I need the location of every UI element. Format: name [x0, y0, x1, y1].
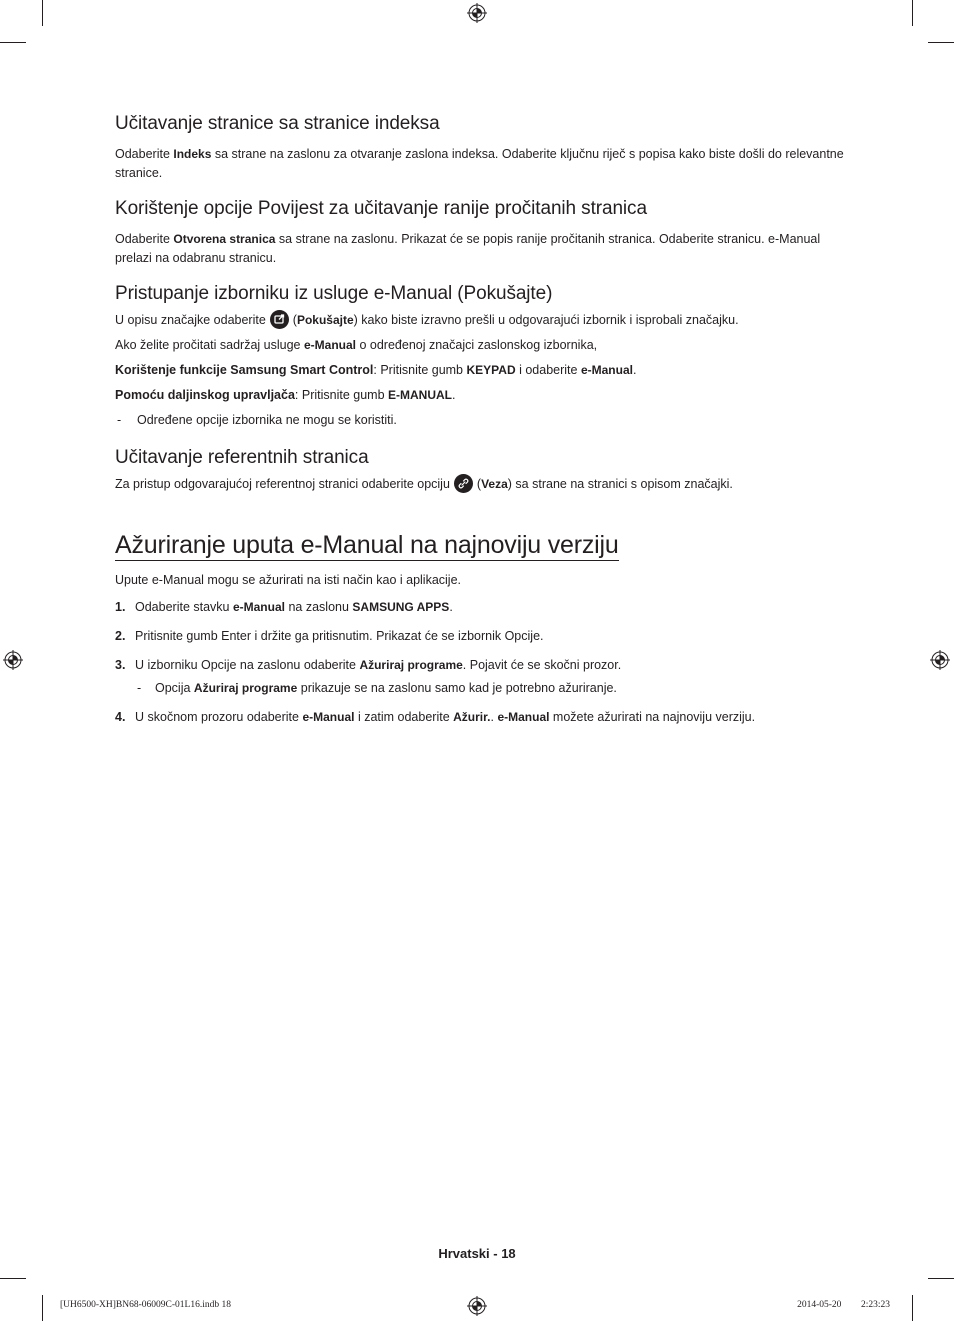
- text-run: sa strane na zaslonu za otvaranje zaslona indeksa. Odaberite ključnu riječ s popisa kako biste došli do relevantne stranice.: [115, 147, 844, 180]
- bold-label: Korištenje funkcije Samsung Smart Control: [115, 363, 374, 377]
- text-run: .: [632, 363, 637, 377]
- keyword: Indeks: [173, 147, 212, 161]
- keyword: Ažuriraj programe: [193, 681, 298, 695]
- text-run: .: [452, 388, 456, 402]
- crop-mark: [912, 1295, 913, 1321]
- crop-mark: [42, 1295, 43, 1321]
- try-line: [115, 311, 845, 330]
- crop-mark: [912, 0, 913, 26]
- text-run: .: [490, 710, 498, 724]
- text-run: prikazuje se na zaslonu samo kad je potrebno ažuriranje.: [297, 681, 617, 695]
- keyword: e-Manual: [497, 710, 550, 724]
- crop-mark: [0, 1278, 26, 1279]
- keyword: e-Manual: [303, 338, 356, 352]
- text-run: U izborniku Opcije na zaslonu odaberite: [135, 658, 360, 672]
- text-run: .: [449, 600, 453, 614]
- section-title: Pristupanje izborniku iz usluge e-Manual (Pokušajte): [115, 283, 553, 304]
- keyword: SAMSUNG APPS: [352, 600, 450, 614]
- step-text: [135, 708, 755, 727]
- section-body: [115, 230, 845, 268]
- page-heading: Ažuriranje uputa e-Manual na najnoviju verziju: [115, 531, 619, 559]
- crop-mark: [42, 0, 43, 26]
- note-marker: -: [137, 681, 142, 695]
- text-run: i zatim odaberite: [354, 710, 454, 724]
- keyword: e-Manual: [580, 363, 633, 377]
- step-text: [135, 627, 544, 646]
- text-run: U opisu značajke odaberite: [115, 313, 266, 327]
- section-history: [115, 197, 845, 268]
- slug-file: [UH6500-XH]BN68-06009C-01L16.indb 18: [60, 1300, 231, 1310]
- note-marker: -: [117, 413, 122, 427]
- section-body: [115, 145, 845, 183]
- note-text: Određene opcije izbornika ne mogu se koristiti.: [137, 413, 397, 427]
- keyword: Ažuriraj programe: [359, 658, 463, 672]
- try-line: [115, 386, 845, 405]
- registration-mark-icon: [930, 650, 950, 670]
- try-line: [115, 336, 845, 355]
- registration-mark-icon: [467, 1296, 487, 1316]
- bold-label: Pomoću daljinskog upravljača: [115, 388, 295, 402]
- text-run: možete ažurirati na najnoviju verziju.: [549, 710, 756, 724]
- text-run: (: [476, 477, 482, 491]
- section-title: Učitavanje referentnih stranica: [115, 447, 369, 468]
- text-run: ) sa strane na stranici s opisom značajki.: [507, 477, 733, 491]
- step-number: 2.: [115, 629, 126, 643]
- section-index: [115, 112, 845, 183]
- update-step: [115, 656, 845, 675]
- update-step: [115, 708, 845, 727]
- text-run: Ako želite pročitati sadržaj usluge: [115, 338, 304, 352]
- text-run: : Pritisnite gumb: [294, 388, 389, 402]
- keyword: Ažurir.: [453, 710, 491, 724]
- text-run: Opcija: [155, 681, 194, 695]
- keyword: e-Manual: [302, 710, 355, 724]
- step-number: 4.: [115, 710, 126, 724]
- update-intro: Upute e-Manual mogu se ažurirati na isti način kao i aplikacije.: [115, 573, 462, 587]
- registration-mark-icon: [467, 3, 487, 23]
- text-run: sa strane na zaslonu. Prikazat će se popis ranije pročitanih stranica. Odaberite stranicu. e-Manual prelazi na odabranu stranicu.: [115, 232, 821, 265]
- text-run: Odaberite: [115, 232, 174, 246]
- step-number: 3.: [115, 658, 126, 672]
- step-note: [137, 679, 845, 698]
- try-line: [115, 361, 845, 380]
- step-text: [135, 598, 453, 617]
- keyword: E-MANUAL: [388, 388, 453, 402]
- slug-date: 2014-05-20 ￿￿ 2:23:23: [797, 1300, 890, 1310]
- note: [117, 411, 845, 430]
- text-run: Za pristup odgovarajućoj referentnoj stranici odaberite opciju: [115, 477, 450, 491]
- section-reference-pages: [115, 446, 845, 494]
- keyword: Otvorena stranica: [173, 232, 276, 246]
- crop-mark: [928, 1278, 954, 1279]
- update-step: [115, 627, 845, 646]
- section-title: Učitavanje stranice sa stranice indeksa: [115, 113, 440, 134]
- try-icon[interactable]: [270, 310, 289, 329]
- text-run: : Pritisnite gumb: [373, 363, 467, 377]
- section-title: Korištenje opcije Povijest za učitavanje ranije pročitanih stranica: [115, 198, 647, 219]
- keyword: e-Manual: [232, 600, 285, 614]
- keyword: KEYPAD: [466, 363, 516, 377]
- text-run: o određenoj značajci zaslonskog izbornika,: [356, 338, 598, 352]
- manual-content: [115, 112, 845, 737]
- crop-mark: [928, 42, 954, 43]
- link-line: [115, 475, 845, 494]
- text-run: Pritisnite gumb Enter i držite ga pritisnutim. Prikazat će se izbornik Opcije.: [135, 629, 544, 643]
- text-run: Odaberite: [115, 147, 174, 161]
- note-text: [155, 679, 617, 698]
- text-run: Odaberite stavku: [135, 600, 233, 614]
- text-run: ) kako biste izravno prešli u odgovarajući izbornik i isprobali značajku.: [353, 313, 739, 327]
- text-run: U skočnom prozoru odaberite: [135, 710, 303, 724]
- link-icon[interactable]: [454, 474, 473, 493]
- update-step: [115, 598, 845, 617]
- step-text: [135, 656, 621, 675]
- text-run: i odaberite: [515, 363, 581, 377]
- step-number: 1.: [115, 600, 126, 614]
- update-steps: [115, 598, 845, 727]
- keyword: Veza: [481, 477, 508, 491]
- text-run: (: [292, 313, 297, 327]
- section-try-menu: [115, 282, 845, 430]
- registration-mark-icon: [3, 650, 23, 670]
- crop-mark: [0, 42, 26, 43]
- text-run: na zaslonu: [284, 600, 353, 614]
- page-number: Hrvatski - 18: [438, 1246, 516, 1261]
- text-run: . Pojavit će se skočni prozor.: [462, 658, 622, 672]
- keyword: Pokušajte: [296, 313, 354, 327]
